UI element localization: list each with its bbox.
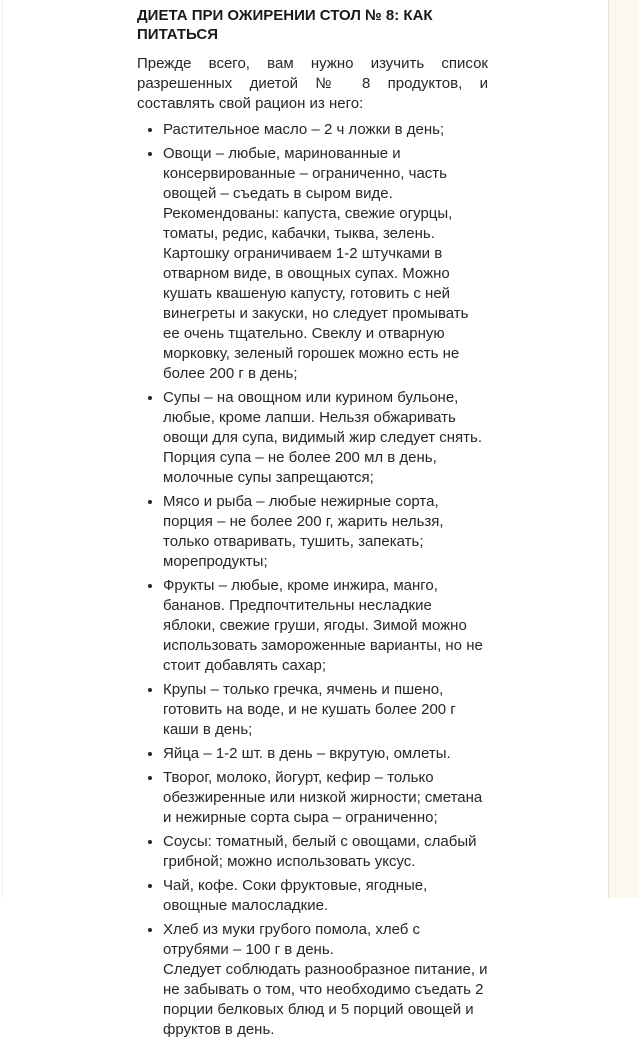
list-item: • Соусы: томатный, белый с овощами, слабый грибной; можно использовать уксус.	[163, 832, 488, 872]
list-item: • Мясо и рыба – любые нежирные сорта, порция – не более 200 г, жарить нельзя, только отваривать, тушить, запекать; морепродукты;	[163, 492, 488, 572]
allowed-foods-list	[137, 120, 488, 1040]
right-margin-strip	[608, 0, 639, 898]
page-title: ДИЕТА ПРИ ОЖИРЕНИИ СТОЛ № 8: КАК ПИТАТЬСЯ	[137, 7, 433, 43]
left-edge-line	[2, 0, 3, 898]
list-item: • Чай, кофе. Соки фруктовые, ягодные, овощные малосладкие.	[163, 876, 488, 916]
list-item: • Хлеб из муки грубого помола, хлеб с отрубями – 100 г в день. Следует соблюдать разнообразное питание, и не забывать о том, что необходимо съедать 2 порции белковых блюд и 5 порций овощей и фруктов в день.	[163, 920, 488, 1040]
article-content	[137, 6, 488, 1044]
intro-paragraph: Прежде всего, вам нужно изучить список разрешенных диетой № 8 продуктов, и составлять свой рацион из него:	[137, 55, 488, 112]
list-item: • Крупы – только гречка, ячмень и пшено, готовить на воде, и не кушать более 200 г каши в день;	[163, 680, 488, 740]
list-item: • Фрукты – любые, кроме инжира, манго, бананов. Предпочтительны несладкие яблоки, свежие груши, ягоды. Зимой можно использовать замороженные варианты, но не стоит добавлять сахар;	[163, 576, 488, 676]
list-item: • Овощи – любые, маринованные и консервированные – ограниченно, часть овощей – съедать в сыром виде. Рекомендованы: капуста, свежие огурцы, томаты, редис, кабачки, тыква, зелень. Картошку ограничиваем 1-2 штучками в отварном виде, в овощных супах. Можно кушать квашеную капусту, готовить с ней винегреты и закуски, но следует промывать ее очень тщательно. Свеклу и отварную морковку, зеленый горошек можно есть не более 200 г в день;	[163, 144, 488, 384]
list-item: • Супы – на овощном или курином бульоне, любые, кроме лапши. Нельзя обжаривать овощи для супа, видимый жир следует снять. Порция супа – не более 200 мл в день, молочные супы запрещаются;	[163, 388, 488, 488]
closing-note: Следует соблюдать разнообразное питание, и не забывать о том, что необходимо съедать 2 порции белковых блюд и 5 порций овощей и фруктов в день.	[163, 961, 488, 1038]
list-item: • Растительное масло – 2 ч ложки в день;	[163, 120, 488, 140]
list-item: • Творог, молоко, йогурт, кефир – только обезжиренные или низкой жирности; сметана и нежирные сорта сыра – ограниченно;	[163, 768, 488, 828]
list-item: • Яйца – 1-2 шт. в день – вкрутую, омлеты.	[163, 744, 488, 764]
